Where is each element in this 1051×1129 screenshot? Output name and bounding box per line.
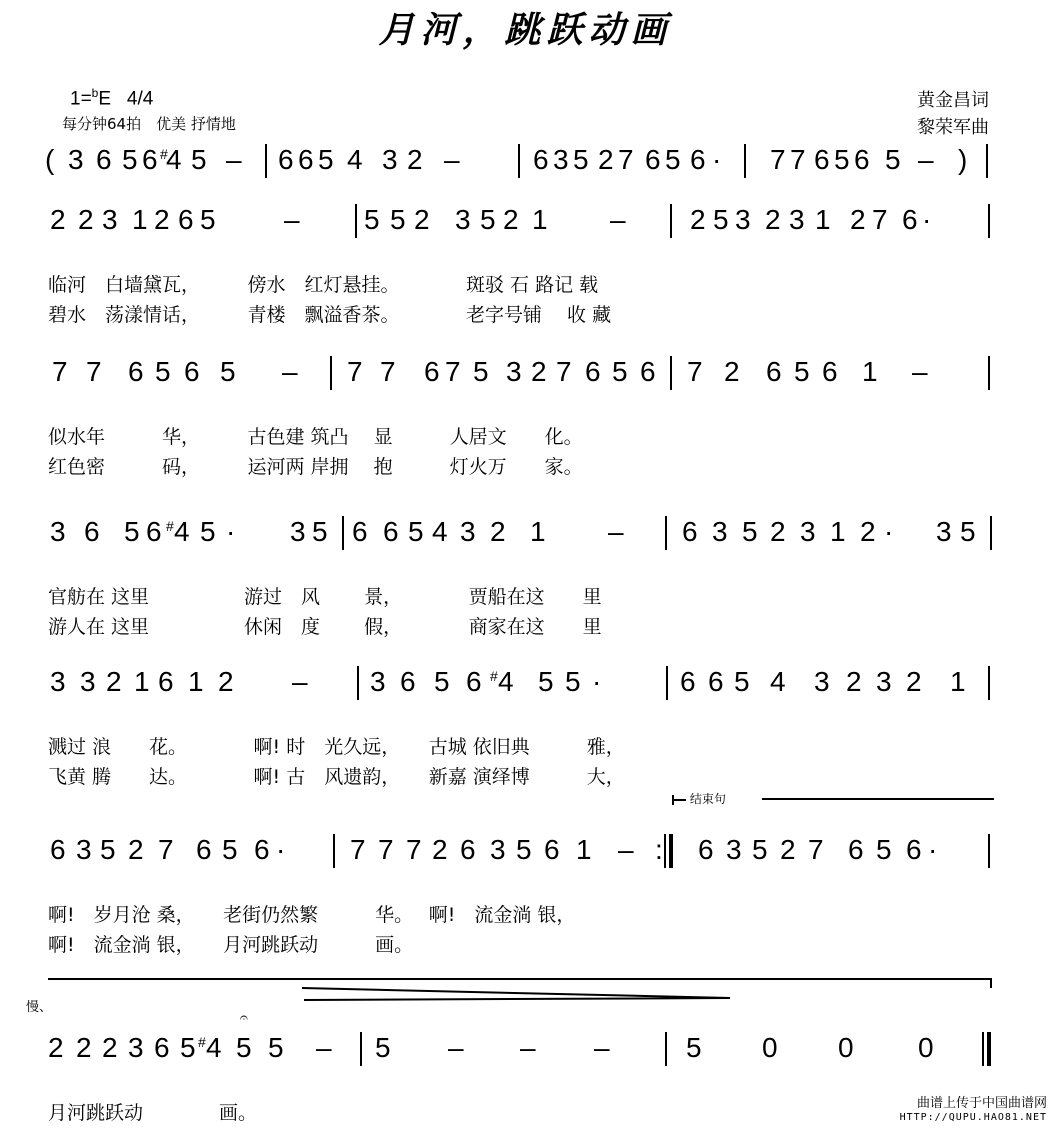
time-signature: 4/4 <box>126 88 154 110</box>
note: 1 <box>532 204 548 235</box>
note: 6 <box>154 1032 170 1063</box>
note: 6 <box>906 834 922 865</box>
note: 5 <box>665 144 681 175</box>
note: 3 <box>460 516 476 547</box>
note: 5 <box>122 144 138 175</box>
note: 2 <box>432 834 448 865</box>
ending-bracket-marker <box>672 790 726 807</box>
note: · <box>712 144 722 175</box>
barline <box>665 1032 667 1066</box>
note: ) <box>958 144 968 175</box>
note: 4 <box>166 144 182 175</box>
note: 6 <box>196 834 212 865</box>
notes-line <box>0 662 1051 702</box>
key-note: E <box>98 88 112 110</box>
dash-hold: – <box>282 356 298 387</box>
note: · <box>928 834 938 865</box>
note: 5 <box>565 666 581 697</box>
note: 2 <box>850 204 866 235</box>
fermata-icon: 𝄐 <box>240 1010 248 1026</box>
note: 2 <box>50 204 66 235</box>
note: 6 <box>466 666 482 697</box>
note: 1 <box>815 204 831 235</box>
note: 5 <box>318 144 334 175</box>
note: 2 <box>48 1032 64 1063</box>
note: 5 <box>312 516 328 547</box>
note: 4 <box>347 144 363 175</box>
note: 6 <box>690 144 706 175</box>
note: 5 <box>573 144 589 175</box>
dash-hold: – <box>608 516 624 547</box>
note: 4 <box>770 666 786 697</box>
note: 2 <box>906 666 922 697</box>
note: 1 <box>134 666 150 697</box>
note: 3 <box>128 1032 144 1063</box>
barline <box>990 516 992 550</box>
note: 5 <box>220 356 236 387</box>
coda-bracket-line <box>48 978 992 980</box>
score-title: 月河，跳跃动画 <box>378 9 673 51</box>
note: 6 <box>352 516 368 547</box>
note: 5 <box>885 144 901 175</box>
lyric-line-1: 啊! 岁月沧 桑， 老街仍然繁 华。 啊! 流金淌 银， <box>48 904 576 926</box>
barline <box>330 356 332 390</box>
note: 2 <box>598 144 614 175</box>
note: 5 <box>480 204 496 235</box>
note: 6 <box>848 834 864 865</box>
barline <box>666 666 668 700</box>
note: 5 <box>686 1032 702 1063</box>
note: 5 <box>375 1032 391 1063</box>
note: 6 <box>278 144 294 175</box>
note: 3 <box>102 204 118 235</box>
note: 5 <box>434 666 450 697</box>
note: 3 <box>876 666 892 697</box>
note: 6 <box>254 834 270 865</box>
notes-line <box>0 140 1051 180</box>
barline <box>988 356 990 390</box>
dash-hold: – <box>918 144 934 175</box>
lyric-line-2: 啊! 流金淌 银， 月河跳跃动 画。 <box>48 934 414 956</box>
notes-line <box>0 352 1051 392</box>
note: 6 <box>814 144 830 175</box>
note: 6 <box>708 666 724 697</box>
note: 5 <box>960 516 976 547</box>
note: 3 <box>506 356 522 387</box>
flat-sign: b <box>91 86 99 100</box>
dash-hold: – <box>618 834 634 865</box>
double-barline <box>982 1032 990 1066</box>
lyric-line-2: 游人在 这里 休闲 度 假， 商家在这 里 <box>48 616 602 638</box>
ending-bracket-line <box>762 798 994 800</box>
note: 7 <box>86 356 102 387</box>
note: 6 <box>146 516 162 547</box>
watermark <box>900 1097 1047 1125</box>
note: 3 <box>814 666 830 697</box>
note: 3 <box>50 516 66 547</box>
note: 5 <box>516 834 532 865</box>
note: : <box>655 834 663 865</box>
note: 6 <box>682 516 698 547</box>
lyric-line-2: 碧水 荡漾情话， 青楼 飘溢香茶。 老字号铺 收 藏 <box>48 304 612 326</box>
note: 3 <box>50 666 66 697</box>
note: 2 <box>780 834 796 865</box>
note: 7 <box>350 834 366 865</box>
note: 6 <box>84 516 100 547</box>
note: 6 <box>854 144 870 175</box>
dash-hold: – <box>448 1032 464 1063</box>
note: 3 <box>76 834 92 865</box>
dash-hold: – <box>912 356 928 387</box>
note: 5 <box>124 516 140 547</box>
note: 6 <box>400 666 416 697</box>
note: 6 <box>698 834 714 865</box>
lyric-line-1: 似水年 华， 古色建 筑凸 显 人居文 化。 <box>48 426 583 448</box>
note: 6 <box>902 204 918 235</box>
note: 7 <box>618 144 634 175</box>
note: 7 <box>378 834 394 865</box>
key-signature <box>70 86 153 110</box>
barline <box>518 144 520 178</box>
slow-marking: 慢、 <box>26 1000 53 1015</box>
note: 7 <box>790 144 806 175</box>
lyricist-credit: 黄金昌词 <box>917 90 989 111</box>
note: 5 <box>268 1032 284 1063</box>
barline <box>357 666 359 700</box>
note: 3 <box>382 144 398 175</box>
note: 7 <box>872 204 888 235</box>
note: 6 <box>460 834 476 865</box>
note: 2 <box>106 666 122 697</box>
note: 7 <box>347 356 363 387</box>
barline <box>665 516 667 550</box>
note: 5 <box>236 1032 252 1063</box>
note: · <box>922 204 932 235</box>
decrescendo-hairpin <box>300 984 740 1014</box>
note: 5 <box>200 204 216 235</box>
barline <box>670 204 672 238</box>
dash-hold: – <box>226 144 242 175</box>
note: 7 <box>158 834 174 865</box>
dash-hold: – <box>594 1032 610 1063</box>
note: 6 <box>142 144 158 175</box>
notes-line <box>0 1028 1051 1068</box>
note: 5 <box>200 516 216 547</box>
note: · <box>226 516 236 547</box>
note: 2 <box>846 666 862 697</box>
notes-line <box>0 200 1051 240</box>
note: 1 <box>188 666 204 697</box>
barline <box>988 834 990 868</box>
note: 7 <box>687 356 703 387</box>
note: 2 <box>218 666 234 697</box>
note: 6 <box>766 356 782 387</box>
note: 2 <box>503 204 519 235</box>
dash-hold: – <box>610 204 626 235</box>
note: 4 <box>432 516 448 547</box>
note: · <box>884 516 894 547</box>
note: 7 <box>770 144 786 175</box>
barline <box>355 204 357 238</box>
dash-hold: – <box>520 1032 536 1063</box>
barline <box>988 204 990 238</box>
dash-hold: – <box>316 1032 332 1063</box>
note: 3 <box>80 666 96 697</box>
dash-hold: – <box>284 204 300 235</box>
note: 3 <box>712 516 728 547</box>
note: 4 <box>498 666 514 697</box>
note: 6 <box>533 144 549 175</box>
double-barline <box>664 834 672 868</box>
note: 5 <box>713 204 729 235</box>
note: 3 <box>789 204 805 235</box>
note: 1 <box>862 356 878 387</box>
dash-hold: – <box>444 144 460 175</box>
note: 2 <box>531 356 547 387</box>
note: 6 <box>96 144 112 175</box>
lyric-line-1: 官舫在 这里 游过 风 景， 贾船在这 里 <box>48 586 602 608</box>
lyric-line-2: 飞黄 腾 达。 啊! 古 风遗韵， 新嘉 演绎博 大， <box>48 766 625 788</box>
note: 1 <box>830 516 846 547</box>
barline <box>265 144 267 178</box>
barline <box>342 516 344 550</box>
note: 3 <box>455 204 471 235</box>
note: 5 <box>612 356 628 387</box>
note: 5 <box>155 356 171 387</box>
note: 2 <box>154 204 170 235</box>
note: 6 <box>50 834 66 865</box>
note: 3 <box>735 204 751 235</box>
note: 2 <box>407 144 423 175</box>
note: 5 <box>191 144 207 175</box>
barline <box>670 356 672 390</box>
note: 1 <box>950 666 966 697</box>
note: 6 <box>640 356 656 387</box>
barline <box>744 144 746 178</box>
note: 3 <box>726 834 742 865</box>
key-prefix: 1= <box>70 88 92 110</box>
note: 3 <box>553 144 569 175</box>
watermark-url: HTTP://QUPU.HAO81.NET <box>899 1112 1047 1123</box>
note: 2 <box>724 356 740 387</box>
note: 1 <box>576 834 592 865</box>
barline <box>988 666 990 700</box>
note: 6 <box>680 666 696 697</box>
note: 2 <box>765 204 781 235</box>
note: · <box>592 666 602 697</box>
note: 6 <box>383 516 399 547</box>
note: 3 <box>290 516 306 547</box>
note: 6 <box>424 356 440 387</box>
sharp-sign: # <box>160 146 168 162</box>
lyric-line-2: 红色密 码， 运河两 岸拥 抱 灯火万 家。 <box>48 456 583 478</box>
lyric-line-1: 月河跳跃动 画。 <box>48 1102 258 1124</box>
note: 7 <box>52 356 68 387</box>
note: 5 <box>222 834 238 865</box>
note: 6 <box>822 356 838 387</box>
note: 2 <box>490 516 506 547</box>
barline <box>360 1032 362 1066</box>
note: 5 <box>834 144 850 175</box>
note: 5 <box>734 666 750 697</box>
note: 6 <box>178 204 194 235</box>
note: 7 <box>556 356 572 387</box>
note: 0 <box>762 1032 778 1063</box>
note: 4 <box>174 516 190 547</box>
note: 1 <box>132 204 148 235</box>
note: 7 <box>380 356 396 387</box>
note: 3 <box>68 144 84 175</box>
note: 5 <box>752 834 768 865</box>
note: 6 <box>544 834 560 865</box>
notes-line <box>0 512 1051 552</box>
note: 0 <box>838 1032 854 1063</box>
note: 5 <box>100 834 116 865</box>
note: 6 <box>158 666 174 697</box>
note: 5 <box>742 516 758 547</box>
tempo-marking: 每分钟64拍 优美 抒情地 <box>62 115 236 133</box>
note: 5 <box>408 516 424 547</box>
note: 5 <box>538 666 554 697</box>
note: 2 <box>78 204 94 235</box>
note: 2 <box>76 1032 92 1063</box>
note: 3 <box>490 834 506 865</box>
lyric-line-1: 溅过 浪 花。 啊! 时 光久远， 古城 依旧典 雅， <box>48 736 625 758</box>
dash-hold: – <box>292 666 308 697</box>
watermark-site: 曲谱上传于中国曲谱网 <box>916 1096 1047 1111</box>
note: 5 <box>794 356 810 387</box>
note: 6 <box>128 356 144 387</box>
sharp-sign: # <box>490 668 498 684</box>
note: 2 <box>414 204 430 235</box>
note: 6 <box>298 144 314 175</box>
note: 6 <box>184 356 200 387</box>
barline <box>986 144 988 178</box>
note: 5 <box>473 356 489 387</box>
sharp-sign: # <box>166 518 174 534</box>
note: 6 <box>585 356 601 387</box>
note: 2 <box>860 516 876 547</box>
coda-bracket-end <box>990 978 992 988</box>
note: 5 <box>876 834 892 865</box>
note: 3 <box>370 666 386 697</box>
note: ( <box>45 144 55 175</box>
sharp-sign: # <box>198 1034 206 1050</box>
note: 5 <box>390 204 406 235</box>
note: 2 <box>128 834 144 865</box>
note: · <box>276 834 286 865</box>
note: 6 <box>645 144 661 175</box>
barline <box>333 834 335 868</box>
ending-label: 结束句 <box>689 792 726 806</box>
note: 5 <box>364 204 380 235</box>
note: 3 <box>936 516 952 547</box>
note: 0 <box>918 1032 934 1063</box>
note: 2 <box>770 516 786 547</box>
bracket-line <box>674 799 686 801</box>
lyric-line-1: 临河 白墙黛瓦， 傍水 红灯悬挂。 斑驳 石 路记 载 <box>48 274 599 296</box>
note: 7 <box>445 356 461 387</box>
notes-line <box>0 830 1051 870</box>
note: 2 <box>102 1032 118 1063</box>
note: 2 <box>690 204 706 235</box>
note: 7 <box>406 834 422 865</box>
note: 7 <box>808 834 824 865</box>
note: 1 <box>530 516 546 547</box>
note: 4 <box>206 1032 222 1063</box>
composer-credit: 黎荣军曲 <box>917 117 989 138</box>
note: 5 <box>180 1032 196 1063</box>
note: 3 <box>800 516 816 547</box>
